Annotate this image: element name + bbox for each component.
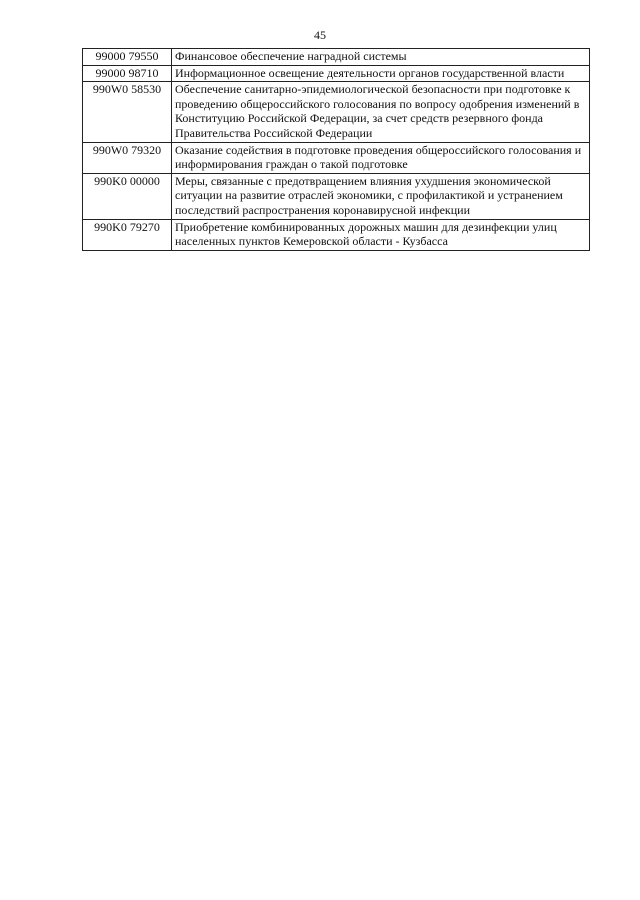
row-description: Оказание содействия в подготовке проведения общероссийского голосования и информирования граждан о такой подготовке <box>172 142 590 173</box>
row-code: 99000 98710 <box>83 65 172 82</box>
table-row <box>83 142 590 173</box>
table-row <box>83 82 590 142</box>
row-code: 99000 79550 <box>83 49 172 66</box>
row-code: 990W0 58530 <box>83 82 172 142</box>
budget-codes-table <box>82 48 590 251</box>
table-row <box>83 65 590 82</box>
row-description: Приобретение комбинированных дорожных машин для дезинфекции улиц населенных пунктов Кемеровской области - Кузбасса <box>172 219 590 250</box>
row-description: Обеспечение санитарно-эпидемиологической безопасности при подготовке к проведению общероссийского голосования по вопросу одобрения изменений в Конституцию Российской Федерации, за счет средств резервного фонда Правительства Российской Федерации <box>172 82 590 142</box>
row-description: Меры, связанные с предотвращением влияния ухудшения экономической ситуации на развитие отраслей экономики, с профилактикой и устранением последствий распространения коронавирусной инфекции <box>172 173 590 219</box>
row-description: Информационное освещение деятельности органов государственной власти <box>172 65 590 82</box>
table-row <box>83 49 590 66</box>
page-number: 45 <box>314 28 326 42</box>
table-row <box>83 219 590 250</box>
row-code: 990W0 79320 <box>83 142 172 173</box>
table-row <box>83 173 590 219</box>
row-code: 990K0 79270 <box>83 219 172 250</box>
row-description: Финансовое обеспечение наградной системы <box>172 49 590 66</box>
row-code: 990K0 00000 <box>83 173 172 219</box>
